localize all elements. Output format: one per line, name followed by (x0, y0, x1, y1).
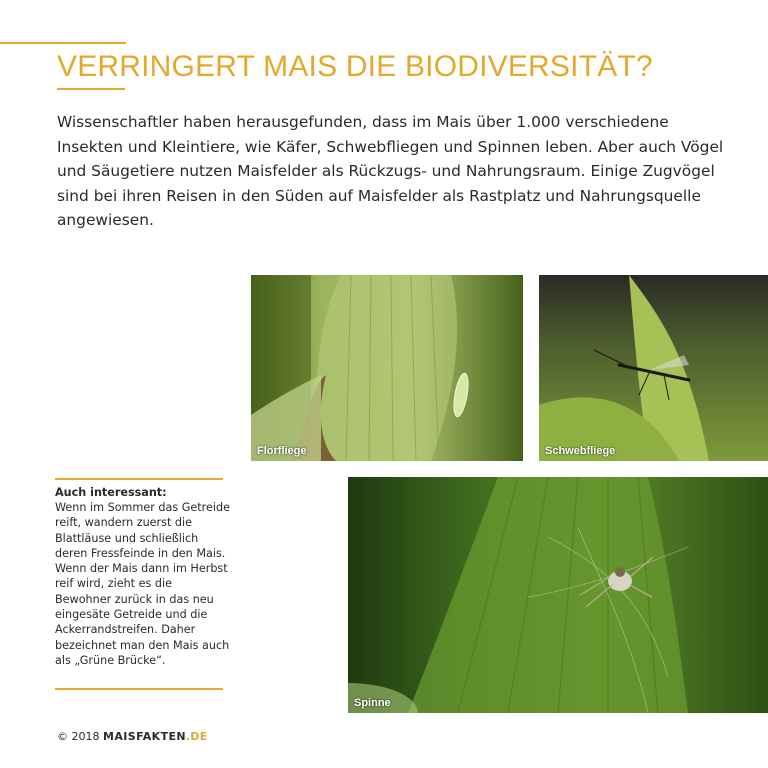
footer-brand: MAISFAKTEN (103, 730, 186, 743)
sidebar-text: Wenn im Sommer das Getreide reift, wandern zuerst die Blattläuse und schließlich deren Fressfeinde in den Mais. Wenn der Mais dann im Herbst reif wird, zieht es die Bewohner zurück in das neu eingesäte Getreide und die Ackerrandstreifen. Daher bezeichnet man den Mais auch als „Grüne Brücke“. (55, 501, 230, 667)
sidebar-box (55, 486, 231, 668)
photo-schwebfliege (539, 275, 768, 461)
footer (57, 730, 208, 743)
sidebar-heading: Auch interessant: (55, 486, 167, 499)
sidebar-rule-bottom (55, 688, 223, 690)
caption-schwebfliege: Schwebfliege (545, 445, 616, 457)
photo-florfliege (251, 275, 523, 461)
footer-brand-tld: DE (190, 730, 208, 743)
caption-spinne: Spinne (354, 697, 391, 709)
footer-copyright: © 2018 (57, 730, 100, 743)
florfliege-image (251, 275, 523, 461)
title-rule-bottom (57, 88, 125, 90)
title-rule-top (0, 42, 126, 44)
caption-florfliege: Florfliege (257, 445, 307, 457)
photo-spinne (348, 477, 768, 713)
sidebar-rule-top (55, 478, 223, 480)
footer-brand-dot: . (186, 730, 191, 743)
page-title: VERRINGERT MAIS DIE BIODIVERSITÄT? (57, 50, 653, 83)
schwebfliege-image (539, 275, 768, 461)
intro-paragraph: Wissenschaftler haben herausgefunden, dass im Mais über 1.000 verschiedene Insekten und Kleintiere, wie Käfer, Schwebfliegen und Spinnen leben. Aber auch Vögel und Säugetiere nutzen Maisfelder als Rückzugs- und Nahrungsraum. Einige Zugvögel sind bei ihren Reisen in den Süden auf Maisfelder als Rastplatz und Nahrungsquelle angewiesen. (57, 113, 724, 229)
spinne-image (348, 477, 768, 713)
